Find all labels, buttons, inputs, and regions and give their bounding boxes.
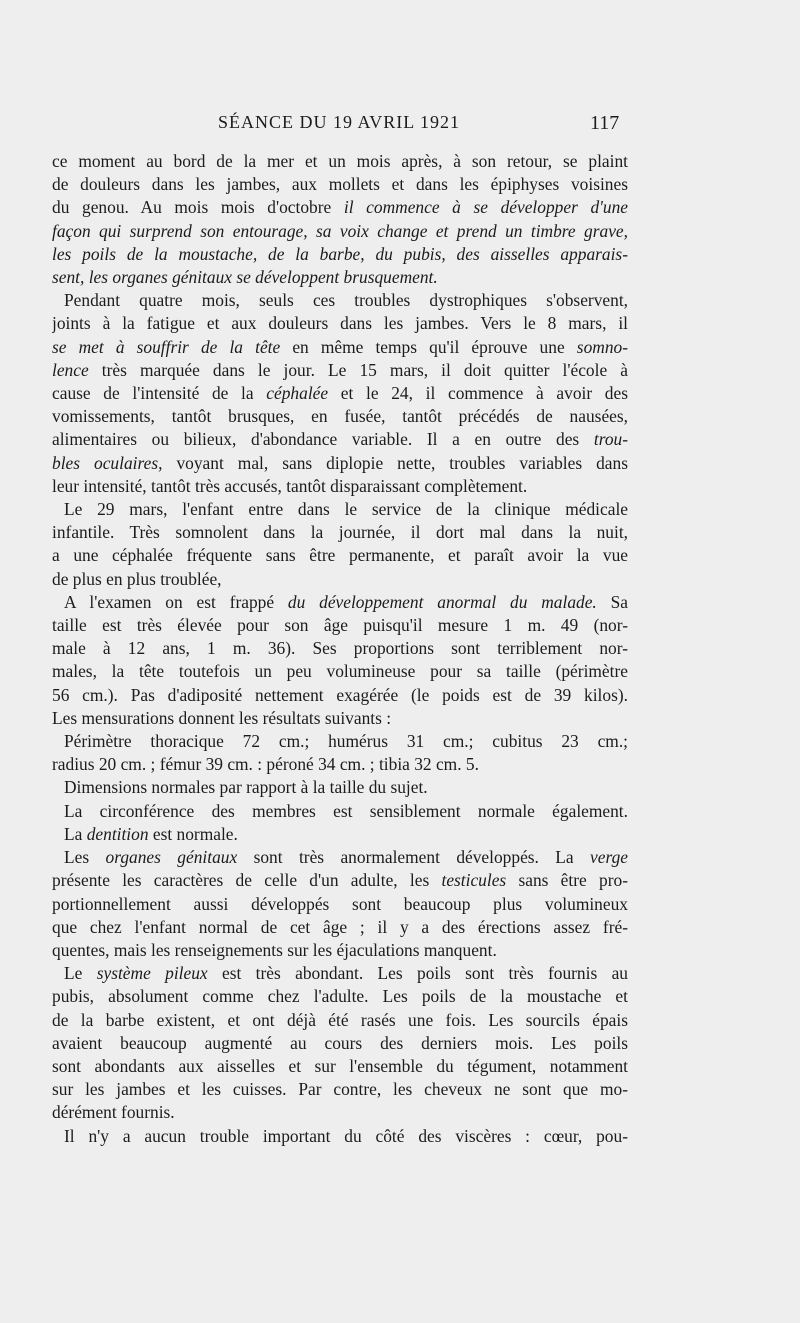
text-line xyxy=(52,266,628,289)
italic-text: céphalée xyxy=(266,383,329,404)
text-line xyxy=(52,544,628,567)
text-run: de la barbe existent, et ont déjà été rasés une fois. Les sourcils épais xyxy=(52,1009,628,1030)
text-line xyxy=(52,730,628,753)
text-line xyxy=(52,939,628,962)
text-line xyxy=(52,568,628,591)
text-run: et le 24, il commence à avoir des xyxy=(328,383,628,404)
text-run: males, la tête toutefois un peu volumineuse pour sa taille (périmètre xyxy=(52,661,628,682)
text-run: radius 20 cm. ; fémur 39 cm. : péroné 34 cm. ; tibia 32 cm. 5. xyxy=(52,754,479,775)
italic-text: système pileux xyxy=(96,963,208,984)
text-run: Les mensurations donnent les résultats suivants : xyxy=(52,707,392,728)
italic-text: il commence à se développer d'une xyxy=(343,197,628,218)
italic-text: trou- xyxy=(593,429,628,450)
text-run: avaient beaucoup augmenté au cours des derniers mois. Les poils xyxy=(52,1032,628,1053)
italic-text: du développement anormal du malade. xyxy=(287,591,597,612)
italic-text: dentition xyxy=(86,823,149,844)
text-line xyxy=(52,452,628,475)
text-run: taille est très élevée pour son âge puisqu'il mesure 1 m. 49 (nor- xyxy=(52,615,628,636)
text-line xyxy=(52,660,628,683)
text-run: Les xyxy=(64,847,106,868)
text-line xyxy=(52,1101,628,1124)
text-line xyxy=(52,637,628,660)
italic-text: se met à souffrir de la tête xyxy=(52,336,281,357)
text-run: alimentaires ou bilieux, d'abondance variable. Il a en outre des xyxy=(52,429,594,450)
text-line xyxy=(52,1078,628,1101)
text-run: de plus en plus troublée, xyxy=(52,568,222,589)
text-run: très marquée dans le jour. Le 15 mars, il doit quitter l'école à xyxy=(88,359,628,380)
text-run: voyant mal, sans diplopie nette, troubles variables dans xyxy=(162,452,628,473)
text-line xyxy=(52,684,628,707)
text-run: infantile. Très somnolent dans la journée, il dort mal dans la nuit, xyxy=(52,522,628,543)
text-run: Périmètre thoracique 72 cm.; humérus 31 cm.; cubitus 23 cm.; xyxy=(64,731,628,752)
text-run: que chez l'enfant normal de cet âge ; il y a des érections assez fré- xyxy=(52,916,628,937)
italic-text: sent, les organes génitaux se développent brusquement. xyxy=(52,267,438,288)
text-run: Sa xyxy=(596,591,628,612)
text-run: Dimensions normales par rapport à la taille du sujet. xyxy=(64,777,428,798)
text-run: Le 29 mars, l'enfant entre dans le service de la clinique médicale xyxy=(64,499,628,520)
text-run: sur les jambes et les cuisses. Par contre, les cheveux ne sont que mo- xyxy=(52,1079,628,1100)
text-line xyxy=(52,243,628,266)
text-run: La circonférence des membres est sensiblement normale également. xyxy=(64,800,628,821)
text-line xyxy=(52,336,628,359)
italic-text: testicules xyxy=(441,870,507,891)
text-line xyxy=(52,220,628,243)
text-line xyxy=(52,1032,628,1055)
text-run: vomissements, tantôt brusques, en fusée, tantôt précédés de nausées, xyxy=(52,406,628,427)
page-header xyxy=(0,112,800,136)
text-line xyxy=(52,405,628,428)
text-run: de douleurs dans les jambes, aux mollets et dans les épiphyses voisines xyxy=(52,174,628,195)
text-run: sont abondants aux aisselles et sur l'ensemble du tégument, notamment xyxy=(52,1055,628,1076)
text-line xyxy=(52,591,628,614)
text-run: quentes, mais les renseignements sur les éjaculations manquent. xyxy=(52,939,497,960)
text-line xyxy=(52,475,628,498)
text-run: portionnellement aussi développés sont beaucoup plus volumineux xyxy=(52,893,628,914)
text-line xyxy=(52,289,628,312)
page-number: 117 xyxy=(590,112,620,134)
text-run: joints à la fatigue et aux douleurs dans les jambes. Vers le 8 mars, il xyxy=(52,313,628,334)
text-line xyxy=(52,614,628,637)
text-line xyxy=(52,1055,628,1078)
text-run: du genou. Au mois mois d'octobre xyxy=(52,197,344,218)
text-line xyxy=(52,869,628,892)
text-run: Il n'y a aucun trouble important du côté des viscères : cœur, pou- xyxy=(64,1125,628,1146)
text-run: Le xyxy=(64,963,97,984)
text-run: a une céphalée fréquente sans être permanente, et paraît avoir la vue xyxy=(52,545,628,566)
running-title: SÉANCE DU 19 AVRIL 1921 xyxy=(218,112,461,132)
text-line xyxy=(52,359,628,382)
italic-text: organes génitaux xyxy=(105,847,238,868)
text-line xyxy=(52,985,628,1008)
text-line xyxy=(52,1009,628,1032)
text-run: présente les caractères de celle d'un adulte, les xyxy=(52,870,442,891)
text-run: sont très anormalement développés. La xyxy=(237,847,591,868)
italic-text: bles oculaires, xyxy=(52,452,163,473)
text-line xyxy=(52,196,628,219)
text-run: cause de l'intensité de la xyxy=(52,383,267,404)
text-line xyxy=(52,846,628,869)
text-line xyxy=(52,962,628,985)
italic-text: somno- xyxy=(576,336,628,357)
italic-text: lence xyxy=(52,359,89,380)
text-run: pubis, absolument comme chez l'adulte. Les poils de la moustache et xyxy=(52,986,628,1007)
text-run: leur intensité, tantôt très accusés, tantôt disparaissant complètement. xyxy=(52,475,528,496)
text-line xyxy=(52,312,628,335)
text-run: La xyxy=(64,823,87,844)
text-line xyxy=(52,150,628,173)
text-line xyxy=(52,173,628,196)
text-run: A l'examen on est frappé xyxy=(64,591,288,612)
text-run: dérément fournis. xyxy=(52,1102,175,1123)
text-line xyxy=(52,707,628,730)
text-run: Pendant quatre mois, seuls ces troubles dystrophiques s'observent, xyxy=(64,290,628,311)
body-text xyxy=(52,150,628,1148)
italic-text: les poils de la moustache, de la barbe, du pubis, des aisselles apparais- xyxy=(52,243,628,264)
text-run: est très abondant. Les poils sont très fournis au xyxy=(207,963,628,984)
text-line xyxy=(52,428,628,451)
italic-text: façon qui surprend son entourage, sa voix change et prend un timbre grave, xyxy=(52,220,628,241)
text-line xyxy=(52,823,628,846)
text-line xyxy=(52,753,628,776)
text-run: 56 cm.). Pas d'adiposité nettement exagérée (le poids est de 39 kilos). xyxy=(52,684,628,705)
text-run: sans être pro- xyxy=(506,870,628,891)
text-line xyxy=(52,1125,628,1148)
text-line xyxy=(52,498,628,521)
text-run: ce moment au bord de la mer et un mois après, à son retour, se plaint xyxy=(52,151,628,171)
text-run: en même temps qu'il éprouve une xyxy=(280,336,577,357)
text-line xyxy=(52,382,628,405)
text-line xyxy=(52,521,628,544)
text-line xyxy=(52,800,628,823)
italic-text: verge xyxy=(590,847,628,868)
text-line xyxy=(52,893,628,916)
text-run: male à 12 ans, 1 m. 36). Ses proportions sont terriblement nor- xyxy=(52,638,628,659)
text-line xyxy=(52,776,628,799)
text-line xyxy=(52,916,628,939)
text-run: est normale. xyxy=(148,823,238,844)
